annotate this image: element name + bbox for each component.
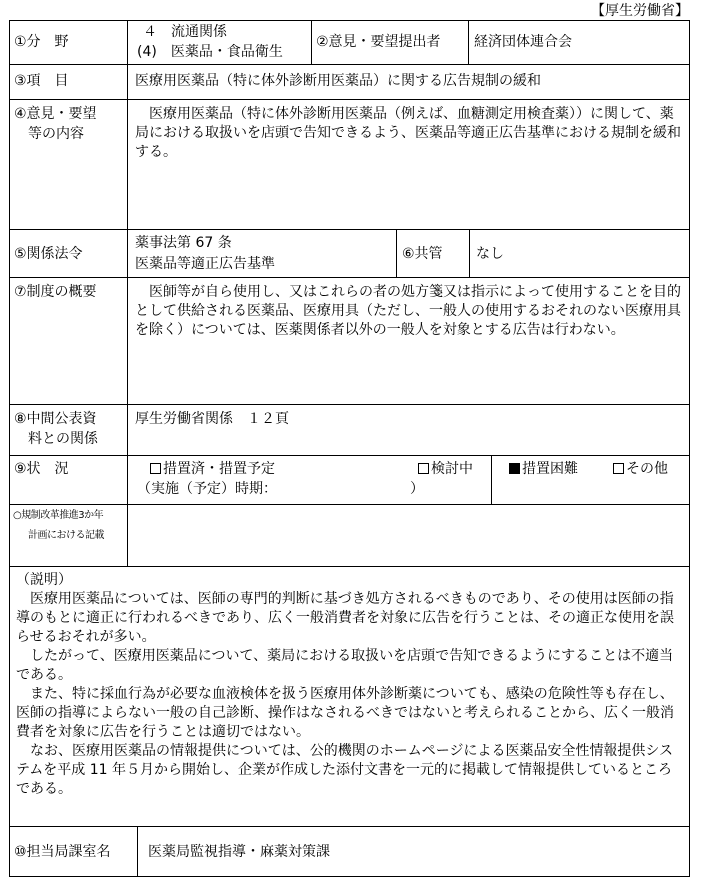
field-value-line2: (4) 医薬品・食品衛生 xyxy=(137,44,283,60)
checked-box-icon xyxy=(509,463,520,474)
jurisdiction-value: なし xyxy=(476,246,504,262)
submitter-label: ②意見・要望提出者 xyxy=(316,34,441,50)
explanation-heading: （説明） xyxy=(16,572,72,588)
unchecked-box-icon xyxy=(150,463,161,474)
submitter-value: 経済団体連合会 xyxy=(474,34,572,50)
explanation-paragraph: なお、医療用医薬品の情報提供については、公的機関のホームページによる医薬品安全性情報提供システムを平成 11 年５月から開始し、企業が作成した添付文書を一元的に掲載して情報提供しているところである。 xyxy=(16,743,674,797)
request-label-line2: 等の内容 xyxy=(28,126,84,142)
unchecked-box-icon xyxy=(418,463,429,474)
status-option-other: その他 xyxy=(613,460,668,479)
unchecked-box-icon xyxy=(613,463,624,474)
department-label: ⑩担当局課室名 xyxy=(14,844,111,860)
item-value: 医療用医薬品（特に体外診断用医薬品）に関する広告規制の緩和 xyxy=(135,73,541,89)
explanation-paragraph: 医療用医薬品については、医師の専門的判断に基づき処方されるべきものであり、その使用は医師の指導のもとに適正に行われるべきであり、広く一般消費者を対象に広告を行うことは、その適正な使用を誤らせるおそれが多い。 xyxy=(16,591,674,645)
field-value-line1: ４ 流通関係 xyxy=(143,24,227,40)
related-law-label: ⑤関係法令 xyxy=(14,246,83,262)
request-content: 医療用医薬品（特に体外診断用医薬品（例えば、血糖測定用検査薬））に関して、薬局における取扱いを店頭で告知できるよう、医薬品等適正広告基準における規制を緩和する。 xyxy=(135,106,681,160)
interim-report-value: 厚生労働省関係 １２頁 xyxy=(135,411,289,427)
item-label: ③項 目 xyxy=(14,73,69,89)
status-option-done: 措置済・措置予定 xyxy=(150,460,275,479)
status-label: ⑨状 況 xyxy=(14,461,69,477)
status-option-review: 検討中 xyxy=(418,460,473,479)
system-overview-content: 医師等が自ら使用し、又はこれらの者の処方箋又は指示によって使用することを目的として供給される医薬品、医療用具（ただし、一般人の使用するおそれのない医療用具を除く）については、医薬関係者以外の一般人を対象とする広告は行わない。 xyxy=(135,284,681,338)
three-year-plan-label-line2: 計画における記載 xyxy=(28,530,104,541)
implementation-period: （実施（予定）時期： ） xyxy=(137,481,424,497)
status-option-difficult: 措置困難 xyxy=(509,460,578,479)
interim-report-label-line2: 料との関係 xyxy=(28,431,98,447)
related-law-line1: 薬事法第 67 条 xyxy=(135,235,232,251)
system-overview-label: ⑦制度の概要 xyxy=(14,284,97,300)
jurisdiction-label: ⑥共管 xyxy=(402,246,443,262)
ministry-name: 【厚生労働省】 xyxy=(591,3,689,19)
explanation-paragraph: したがって、医療用医薬品について、薬局における取扱いを店頭で告知できるようにすることは不適当である。 xyxy=(16,648,674,683)
department-value: 医薬局監視指導・麻薬対策課 xyxy=(148,844,330,860)
three-year-plan-label-line1: ○規制改革推進3か年 xyxy=(13,510,104,521)
request-label-line1: ④意見・要望 xyxy=(14,106,97,122)
interim-report-label-line1: ⑧中間公表資 xyxy=(14,411,97,427)
explanation-paragraph: また、特に採血行為が必要な血液検体を扱う医療用体外診断薬についても、感染の危険性等も存在し、医師の指導によらない一般の自己診断、操作はなされるべきではないと考えられることから、広く一般消費者を対象に広告を行うことは適切ではない。 xyxy=(16,686,674,740)
related-law-line2: 医薬品等適正広告基準 xyxy=(135,256,275,272)
field-label: ①分 野 xyxy=(14,34,69,50)
explanation-body xyxy=(16,590,684,799)
